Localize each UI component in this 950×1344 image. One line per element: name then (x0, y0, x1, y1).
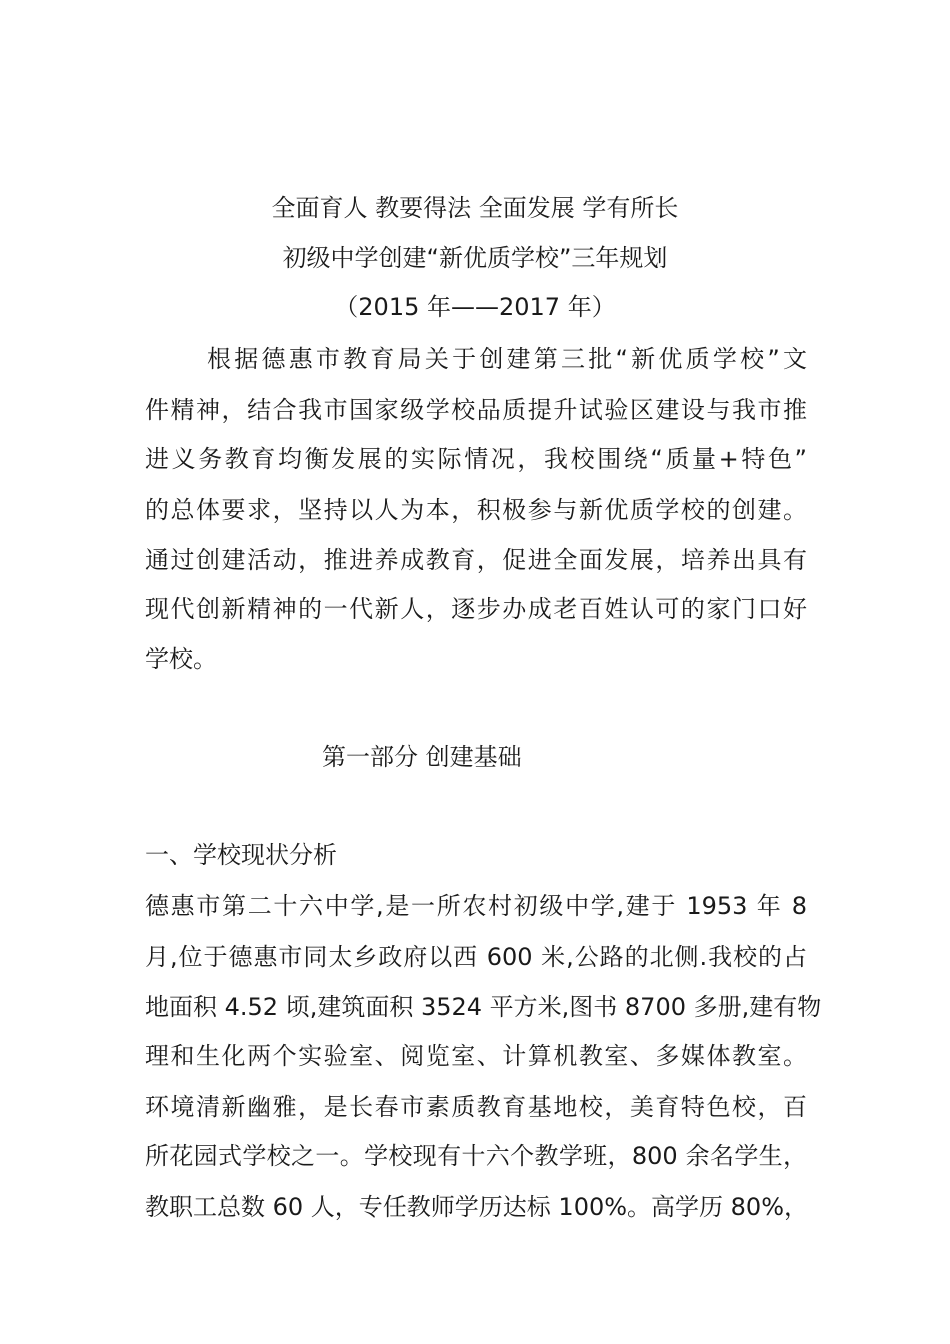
section-line-6: 所花园式学校之一。学校现有十六个教学班，800 余名学生， (145, 1142, 807, 1170)
intro-line-6: 现代创新精神的一代新人，逐步办成老百姓认可的家门口好 (145, 595, 807, 623)
title-line-1: 全面育人 教要得法 全面发展 学有所长 (271, 194, 679, 222)
section-line-7: 教职工总数 60 人，专任教师学历达标 100%。高学历 80%， (145, 1193, 809, 1221)
intro-line-7: 学校。 (145, 645, 217, 673)
section-line-1: 德惠市第二十六中学,是一所农村初级中学,建于 1953 年 8 (145, 892, 807, 920)
title-line-3: （2015 年——2017 年） (334, 293, 616, 321)
section-heading: 一、学校现状分析 (145, 841, 337, 869)
intro-line-3: 进义务教育均衡发展的实际情况，我校围绕“质量+特色” (145, 445, 807, 473)
section-line-3: 地面积 4.52 顷,建筑面积 3524 平方米,图书 8700 多册,建有物 (145, 993, 822, 1021)
section-line-2: 月,位于德惠市同太乡政府以西 600 米,公路的北侧.我校的占 (145, 943, 807, 971)
part-title: 第一部分 创建基础 (322, 743, 522, 771)
intro-line-5: 通过创建活动，推进养成教育，促进全面发展，培养出具有 (145, 546, 807, 574)
section-line-5: 环境清新幽雅，是长春市素质教育基地校，美育特色校，百 (145, 1093, 807, 1121)
title-line-2: 初级中学创建“新优质学校”三年规划 (282, 244, 668, 272)
intro-line-1: 根据德惠市教育局关于创建第三批“新优质学校”文 (207, 345, 807, 373)
intro-line-4: 的总体要求，坚持以人为本，积极参与新优质学校的创建。 (145, 496, 807, 524)
section-line-4: 理和生化两个实验室、阅览室、计算机教室、多媒体教室。 (145, 1042, 807, 1070)
intro-line-2: 件精神，结合我市国家级学校品质提升试验区建设与我市推 (145, 396, 807, 424)
